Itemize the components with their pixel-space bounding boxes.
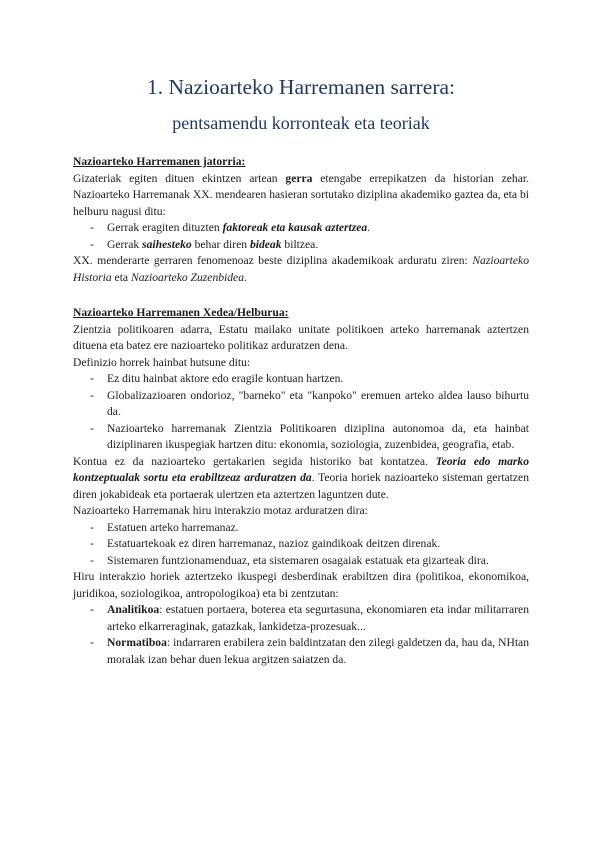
bold-italic-text: saihesteko <box>142 237 192 251</box>
paragraph <box>73 454 529 504</box>
text-run: : indarraren erabilera zein baldintzatan den zilegi galdetzen da, hau da, NHtan moralak izan behar duen lekua argitzen saiatzen da. <box>107 636 529 666</box>
list-item: - Estatuartekoak ez diren harremanaz, nazioz gaindikoak deitzen direnak. <box>73 536 529 553</box>
list-item: - Nazioarteko harremanak Zientzia Politikoaren diziplina autonomoa da, eta hainbat diziplinaren ikuspegiak hartzen ditu: ekonomia, soziologia, zuzenbidea, geografia, etab. <box>73 421 529 454</box>
list-item: - Estatuen arteko harremanaz. <box>73 520 529 537</box>
text-run: XX. menderarte gerraren fenomenoaz beste diziplina akademikoak arduratu ziren: <box>73 254 473 267</box>
bold-italic-text: Teoria edo marko kontzeptualak sortu eta erabiltzeaz arduratzen da <box>73 454 530 484</box>
text-run: behar diren <box>191 237 250 251</box>
paragraph <box>73 253 529 286</box>
paragraph: Hiru interakzio horiek aztertzeko ikuspegi desberdinak erabiltzen dira (politikoa, ekonomikoa, juridikoa, soziologikoa, antropologikoa) eta bi zentzutan: <box>73 570 529 600</box>
list-item: - Globalizazioaren ondorioz, "barneko" eta "kanpoko" eremuen arteko aldea lauso bihurtu da. <box>73 388 529 421</box>
section-heading: Nazioarteko Harremanen jatorria: <box>73 155 246 168</box>
section-origin <box>73 154 529 286</box>
text-run: Gerrak eragiten dituzten <box>107 221 223 234</box>
text-run: . <box>244 270 247 284</box>
text-run: . Teoria horiek nazioarteko sisteman gertatzen diren jokabideak eta portaerak ulertzen eta aztertzen laguntzen dute. <box>73 471 529 501</box>
document-page <box>73 72 529 668</box>
text-run: . <box>367 221 371 234</box>
paragraph: Nazioarteko Harremanak hiru interakzio motaz arduratzen dira: <box>73 504 368 517</box>
text-run: : estatuen portaera, boterea eta segurtasuna, ekonomiaren eta indar militarraren arteko elkarreraginak, gatazkak, lankidetza-prozesuak... <box>107 603 529 633</box>
list-item <box>73 602 529 635</box>
list-item: - Ez ditu hainbat aktore edo eragile kontuan hartzen. <box>73 371 529 388</box>
list-item: - Sistemaren funtzionamenduaz, eta sistemaren osagaiak estatuak eta gizarteak dira. <box>73 553 529 570</box>
text-run: biltzea. <box>281 237 319 251</box>
list-item <box>73 237 529 254</box>
page-subtitle: pentsamendu korronteak eta teoriak <box>172 113 430 133</box>
italic-text: Nazioarteko Zuzenbidea <box>130 270 245 284</box>
text-run: etengabe errepikatzen da historian zehar. Nazioarteko Harremanak XX. mendearen hasieran sortutako diziplina akademiko gaztea da, eta bi helburu nagusi ditu: <box>73 171 529 218</box>
bold-italic-text: bideak <box>249 237 282 251</box>
paragraph <box>73 171 529 221</box>
bullet-list <box>73 520 529 570</box>
bold-text: Analitikoa <box>107 603 160 616</box>
text-run: Gerrak <box>107 237 143 251</box>
bullet-list <box>73 371 529 454</box>
bold-italic-text: faktoreak eta kausak aztertzea <box>222 221 368 234</box>
paragraph: Zientzia politikoaren adarra, Estatu mailako unitate politikoen arteko harremanak aztertzen dituena eta batez ere nazioarteko politikaz arduratzen dena. <box>73 322 529 352</box>
bullet-list <box>73 602 529 668</box>
section-heading: Nazioarteko Harremanen Xedea/Helburua: <box>73 306 289 319</box>
page-title: 1. Nazioarteko Harremanen sarrera: <box>147 75 455 99</box>
text-run: eta <box>111 270 131 284</box>
paragraph: Definizio horrek hainbat hutsune ditu: <box>73 355 251 369</box>
bold-text: Normatiboa <box>107 636 167 649</box>
text-run: Kontua ez da nazioarteko gertakarien segida historiko bat kontatzea. <box>73 454 436 468</box>
section-purpose <box>73 305 529 668</box>
text-run: Gizateriak egiten dituen ekintzen artean <box>73 171 286 185</box>
bullet-list <box>73 220 529 253</box>
list-item <box>73 635 529 668</box>
italic-text: Nazioarteko Historia <box>73 254 529 284</box>
bold-text: gerra <box>285 171 313 185</box>
list-item <box>73 220 529 237</box>
